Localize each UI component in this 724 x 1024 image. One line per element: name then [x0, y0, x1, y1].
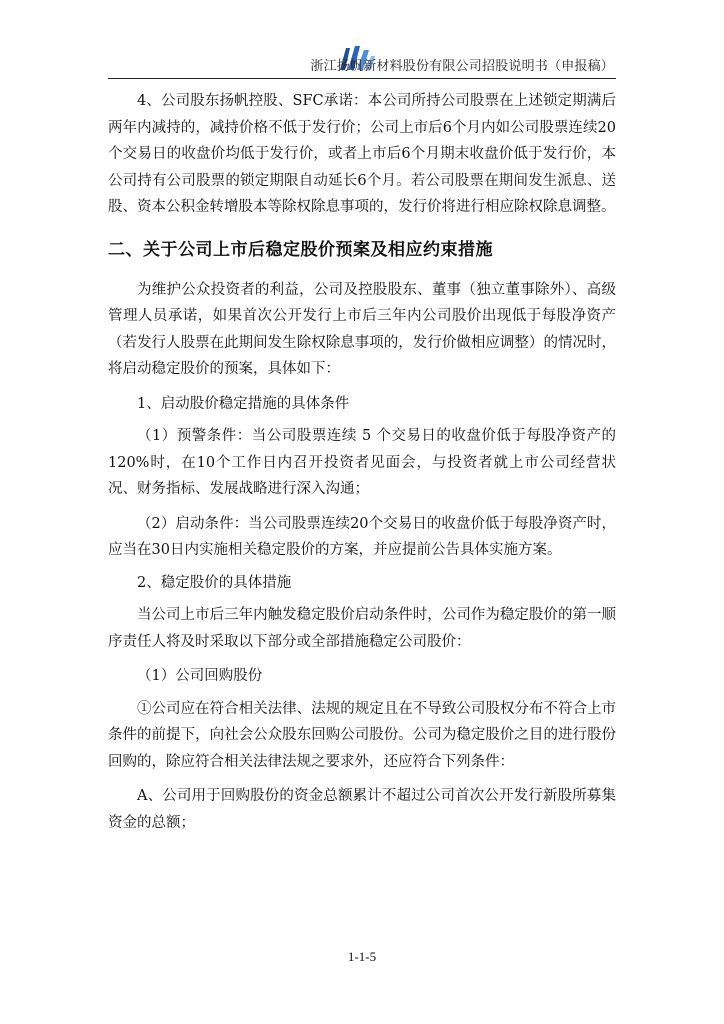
paragraph-measures-intro: 当公司上市后三年内触发稳定股价启动条件时，公司作为稳定股价的第一顺序责任人将及时采取以下部分或全部措施稳定公司股价： [108, 607, 616, 650]
paragraph-warning-condition: （1）预警条件：当公司股票连续 5 个交易日的收盘价低于每股净资产的120%时，在10个工作日内召开投资者见面会，与投资者就上市公司经营状况、财务指标、发展战略进行深入沟通； [108, 428, 616, 497]
paragraph-shareholder-commitment: 4、公司股东扬帆控股、SFC承诺：本公司所持公司股票在上述锁定期满后两年内减持的，减持价格不低于发行价；公司上市后6个月内如公司股票连续20个交易日的收盘价均低于发行价，或者上市后6个月期末收盘价低于发行价，本公司持有公司股票的锁定期限自动延长6个月。若公司股票在期间发生派息、送股、资本公积金转增股本等除权除息事项的，发行价将进行相应除权除息调整。 [108, 93, 616, 215]
paragraph-stabilization-intro: 为维护公众投资者的利益，公司及控股股东、董事（独立董事除外）、高级管理人员承诺，如果首次公开发行上市后三年内公司股价出现低于每股净资产（若发行人股票在此期间发生除权除息事项的，发行价做相应调整）的情况时，将启动稳定股价的预案，具体如下： [108, 281, 616, 377]
subheading-specific-measures: 2、稳定股价的具体措施 [137, 574, 292, 591]
page-number: 1-1-5 [347, 949, 377, 964]
paragraph-start-condition: （2）启动条件：当公司股票连续20个交易日的收盘价低于每股净资产时，应当在30日内实施相关稳定股价的方案，并应提前公告具体实施方案。 [108, 515, 616, 558]
header-title: 浙江扬帆新材料股份有限公司招股说明书（申报稿） [310, 59, 614, 74]
subheading-share-buyback: （1）公司回购股份 [137, 668, 263, 684]
section-heading: 二、关于公司上市后稳定股价预案及相应约束措施 [108, 239, 493, 260]
paragraph-buyback-fund-limit: A、公司用于回购股份的资金总额累计不超过公司首次公开发行新股所募集资金的总额； [108, 788, 616, 831]
document-body [108, 88, 616, 844]
subheading-trigger-conditions: 1、启动股价稳定措施的具体条件 [137, 395, 350, 412]
page-header [108, 40, 616, 79]
paragraph-buyback-conditions: ①公司应在符合相关法律、法规的规定且在不导致公司股权分布不符合上市条件的前提下，向社会公众股东回购公司股份。公司为稳定股价之目的进行股份回购的，除应符合相关法律法规之要求外，还应符合下列条件： [108, 700, 616, 770]
